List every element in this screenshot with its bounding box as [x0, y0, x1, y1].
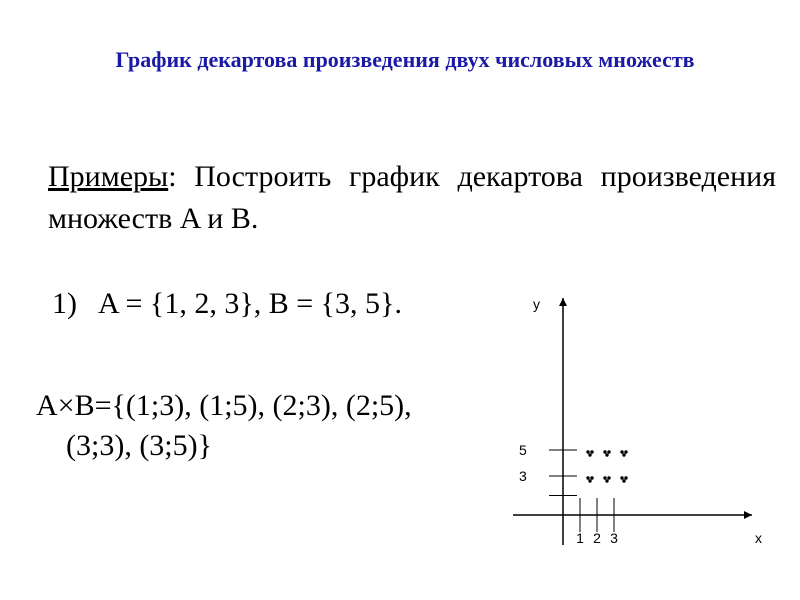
- examples-text: : Построить график декартова произведения множеств A и B.: [48, 160, 776, 235]
- item-number: 1): [52, 287, 77, 320]
- data-points: [586, 450, 627, 482]
- axes: [513, 298, 752, 545]
- item-sets: A = {1, 2, 3}, B = {3, 5}.: [98, 287, 402, 320]
- ticks: [519, 442, 618, 546]
- point-3-5: [620, 450, 627, 456]
- slide-title: График декартова произведения двух числовых множеств: [115, 47, 695, 72]
- x-tick-label-3: 3: [610, 530, 618, 546]
- point-1-3: [586, 476, 593, 482]
- point-1-5: [586, 450, 593, 456]
- x-axis-label: x: [755, 530, 762, 546]
- y-tick-label-5: 5: [519, 442, 527, 458]
- y-axis-arrow: [559, 298, 567, 306]
- examples-lead: Примеры: [48, 160, 169, 193]
- x-tick-label-1: 1: [576, 530, 584, 546]
- product-line-1: A×B={(1;3), (1;5), (2;3), (2;5),: [36, 389, 412, 422]
- product-line-2: (3;3), (3;5)}: [66, 429, 213, 462]
- y-axis-label: y: [533, 296, 540, 312]
- y-tick-label-3: 3: [519, 468, 527, 484]
- point-3-3: [620, 476, 627, 482]
- point-2-5: [603, 450, 610, 456]
- x-axis-arrow: [744, 511, 752, 519]
- x-tick-label-2: 2: [593, 530, 601, 546]
- point-2-3: [603, 476, 610, 482]
